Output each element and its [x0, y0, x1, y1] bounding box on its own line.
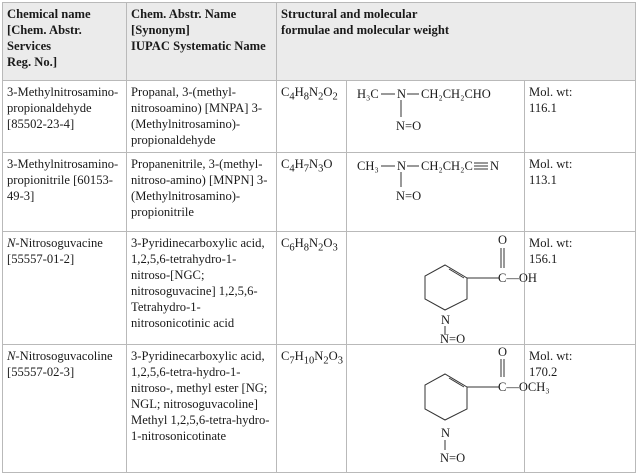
chemical-name-cell [3, 232, 127, 345]
mol-wt-label: Mol. wt: [529, 236, 573, 250]
structure-label: C—OH [498, 271, 537, 285]
molecular-formula: $C_6H_8N_2O_3$ [277, 232, 347, 345]
structure-label: N [397, 87, 407, 101]
table-row [3, 345, 636, 473]
structure-diagram-cell [347, 153, 525, 232]
mol-wt-value: 116.1 [529, 101, 557, 115]
structure-nitrosoguvacine [347, 232, 537, 346]
header-structure-formula [277, 3, 636, 81]
header-line: [Synonym] [131, 23, 190, 37]
mol-wt-label: Mol. wt: [529, 157, 573, 171]
molecular-weight-cell [525, 232, 636, 345]
molecular-weight-cell [525, 81, 636, 153]
structure-label: N=O [396, 189, 422, 203]
mol-wt-value: 113.1 [529, 173, 557, 187]
structure-label: CH₂CH₂CHO [421, 87, 491, 101]
structure-label: CH₂CH₂C [421, 159, 473, 173]
molecular-weight-cell [525, 345, 636, 473]
structure-mnpa [347, 81, 525, 153]
header-line: Reg. No.] [7, 55, 58, 69]
structure-label: CH₃ [357, 159, 379, 173]
structure-label: H₃C [357, 87, 379, 101]
table-header-row [3, 3, 636, 81]
structure-label: C—OCH₃ [498, 380, 550, 394]
structure-label: O [498, 345, 508, 359]
structure-label: O [498, 233, 508, 247]
header-line: Chem. Abstr. Name [131, 7, 237, 21]
structure-label: N=O [396, 119, 422, 133]
structure-label: N=O [440, 451, 466, 465]
structure-label: N [441, 426, 451, 440]
structure-label: N=O [440, 332, 466, 346]
table-row [3, 153, 636, 232]
mol-wt-value: 170.2 [529, 365, 558, 379]
structure-label: N [397, 159, 407, 173]
structure-label: N [490, 159, 500, 173]
header-chemical-name [3, 3, 127, 81]
chemical-data-table [2, 2, 636, 473]
header-abstract-name [127, 3, 277, 81]
synonym-cell: Propanal, 3-(methyl-nitrosoamino) [MNPA] 3-(Methylnitrosamino)-propionaldehyde [127, 81, 277, 153]
header-line: Chemical name [7, 7, 91, 21]
chemical-name-cell: 3-Methylnitrosamino-propionitrile [60153-49-3] [3, 153, 127, 232]
name-italic-prefix: N [7, 349, 16, 363]
chemical-name-cell [3, 345, 127, 473]
header-line: formulae and molecular weight [281, 23, 450, 37]
structure-mnpn [347, 153, 525, 232]
name-italic-prefix: N [7, 236, 16, 250]
molecular-weight-cell [525, 153, 636, 232]
header-line: Services [7, 39, 52, 53]
header-line: IUPAC Systematic Name [131, 39, 266, 53]
name-rest: -Nitrosoguvacoline [55557-02-3] [7, 349, 113, 379]
molecular-formula: $C_4H_8N_2O_2$ [277, 81, 347, 153]
name-rest: -Nitrosoguvacine [55557-01-2] [7, 236, 103, 266]
mol-wt-label: Mol. wt: [529, 85, 573, 99]
structure-diagram-cell [347, 232, 537, 346]
mol-wt-value: 156.1 [529, 252, 558, 266]
synonym-cell: 3-Pyridinecarboxylic acid, 1,2,5,6-tetrahydro-1-nitroso-[NGC; nitrosoguvacine] 1,2,5,6-Tetrahydro-1-nitrosonicotinic acid [127, 232, 277, 345]
molecular-formula: $C_7H_{10}N_2O_3$ [277, 345, 347, 473]
header-line: Structural and molecular [281, 7, 418, 21]
table-row [3, 81, 636, 153]
synonym-cell: Propanenitrile, 3-(methyl-nitroso-amino) [MNPN] 3-(Methylnitrosamino)-propionitrile [127, 153, 277, 232]
synonym-cell: 3-Pyridinecarboxylic acid, 1,2,5,6-tetra-hydro-1-nitroso-, methyl ester [NG; NGL; nitrosoguvacoline] Methyl 1,2,5,6-tetra-hydro-1-nitrosonicotinate [127, 345, 277, 473]
structure-label: N [441, 313, 451, 327]
table-row [3, 232, 636, 345]
header-line: [Chem. Abstr. [7, 23, 82, 37]
mol-wt-label: Mol. wt: [529, 349, 573, 363]
chemical-name-cell: 3-Methylnitrosamino-propionaldehyde [85502-23-4] [3, 81, 127, 153]
structure-diagram-cell [347, 81, 525, 153]
molecular-formula: $C_4H_7N_3O$ [277, 153, 347, 232]
